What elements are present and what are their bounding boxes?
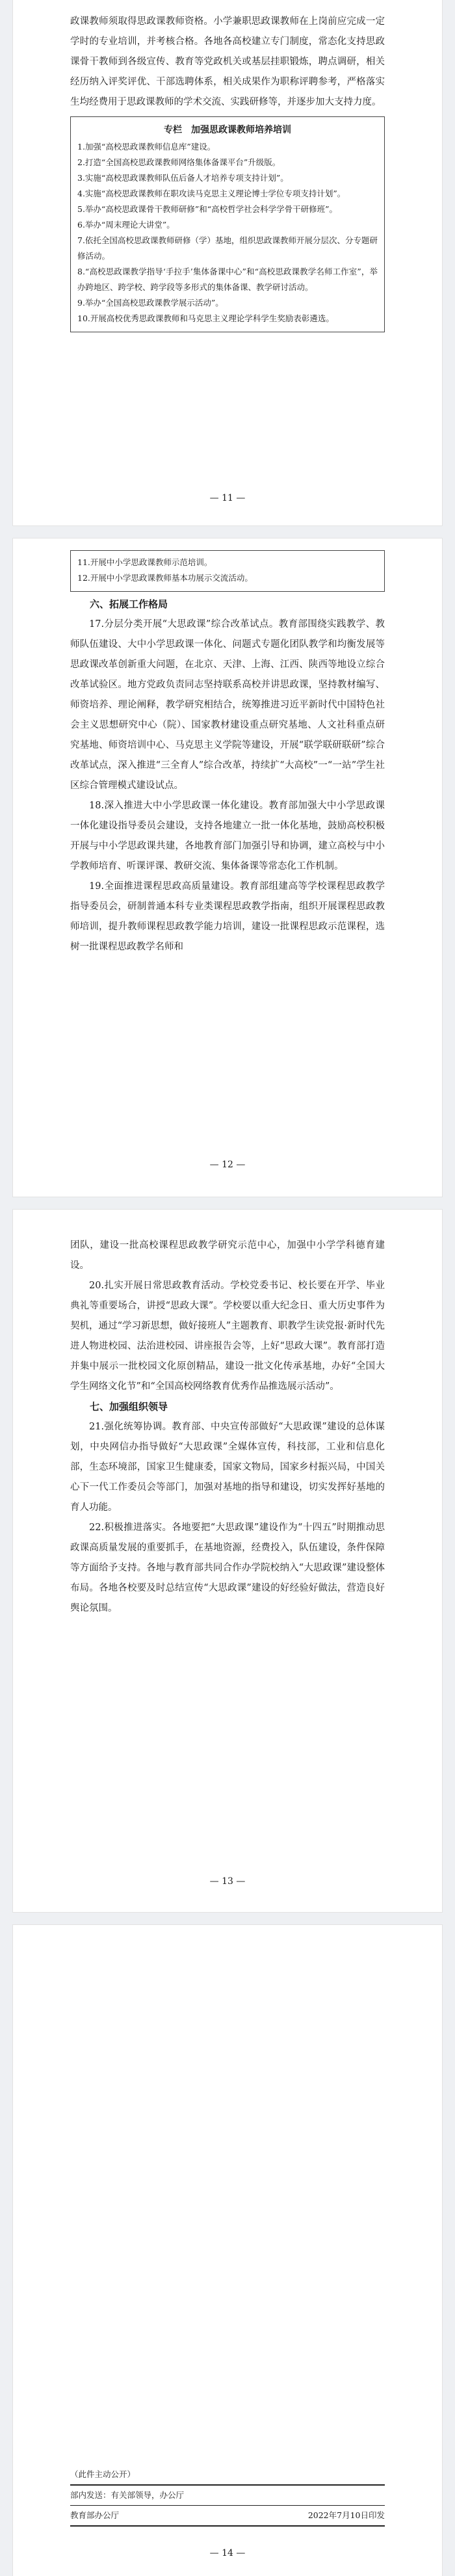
document-page-13 [13, 1210, 442, 1912]
document-page-12 [13, 538, 442, 1197]
issuer-line [70, 2506, 385, 2525]
open-note [70, 2465, 385, 2484]
paragraph-17: 17.分层分类开展“大思政课”综合改革试点。教育部围绕实践教学、教师队伍建设、大中小学思政课一体化、问题式专题化团队教学和均衡发展等思政课改革创新重大问题，在北京、天津、上海、江西、陕西等地设立综合改革试验区。地方党政负责同志坚持联系高校并讲思政课，坚持教材编写、师资培养、理论阐释，教学研究相结合，统筹推进习近平新时代中国特色社会主义思想研究中心（院）、国家教材建设重点研究基地、人文社科重点研究基地、师资培训中心、马克思主义学院等建设，开展“联学联研联研”综合改革试点，深入推进“三全育人”综合改革，持续扩“大高校”一“一站”学生社区综合管理模式建设试点。 [70, 619, 385, 791]
box-item: 5.举办“高校思政课骨干教师研修”和“高校哲学社会科学学骨干研修班”。 [77, 204, 337, 214]
box-item: 7.依托全国高校思政课教师研修（学）基地，组织思政课教师开展分层次、分专题研修活动。 [77, 235, 378, 261]
paragraph-19: 19.全面推进课程思政高质量建设。教育部组建高等学校课程思政教学指导委员会，研制普通本科专业类课程思政教学指南，组织开展课程思政教师培训，提升教师课程思政教学能力培训，建设一批课程思政示范课程，选树一批课程思政教学名师和 [70, 881, 385, 952]
section-heading-seven: 七、加强组织领导 [90, 1401, 168, 1413]
issue-date: 2022年7月10日印发 [307, 2510, 385, 2520]
page-number: — 13 — [209, 1876, 246, 1887]
paragraph-19-continued: 团队，建设一批高校课程思政教学研究示范中心，加强中小学学科德育建设。 [70, 1240, 385, 1271]
paragraph-18: 18.深入推进大中小学思政课一体化建设。教育部加强大中小学思政课一体化建设指导委员会建设，支持各地建立一批一体化基地，鼓励高校积极开展与中小学思政课共建，各地教育部门加强引导和协调，建立高校与中小学教师培育、听课评课、教研交流、集体备课等常态化工作机制。 [70, 801, 385, 871]
paragraph-21: 21.强化统筹协调。教育部、中央宣传部做好“大思政课”建设的总体谋划，中央网信办指导做好“大思政课”全媒体宣传，科技部，工业和信息化部，生态环境部，国家卫生健康委，国家文物局，国家乡村振兴局，中国关心下一代工作委员会等部门，加强对基地的指导和建设，切实发挥好基地的育人功能。 [70, 1422, 385, 1513]
footer-rule [70, 2525, 385, 2527]
cc-line [70, 2486, 385, 2505]
box-title: 专栏 加强思政课教师培养培训 [164, 125, 291, 135]
open-note-text: （此件主动公开） [70, 2469, 136, 2479]
cc-text: 部内发送：有关部领导，办公厅 [70, 2490, 185, 2500]
box-item: 8.“高校思政课教学指导‘手拉手’集体备课中心”和“高校思政课教学名师工作室”，举办跨地区、跨学校、跨学段等多形式的集体备课、教学研讨活动。 [77, 267, 378, 292]
box-item: 3.实施“高校思政课教师队伍后备人才培养专项支持计划”。 [77, 173, 289, 183]
box-item: 12.开展中小学思政课教师基本功展示交流活动。 [77, 573, 253, 583]
section-heading-six: 六、拓展工作格局 [90, 598, 168, 610]
document-page-14 [13, 1925, 442, 2576]
sidebar-box-continued [70, 550, 385, 592]
page-number: — 11 — [209, 493, 246, 503]
sidebar-box-teacher-training [70, 116, 385, 332]
box-item: 9.举办“全国高校思政课教学展示活动”。 [77, 298, 224, 308]
document-page-11 [13, 0, 442, 525]
page-number: — 12 — [209, 1160, 246, 1170]
box-item: 6.举办“周末理论大讲堂”。 [77, 220, 175, 230]
issuer: 教育部办公厅 [70, 2510, 120, 2520]
box-item: 10.开展高校优秀思政课教师和马克思主义理论学科学生奖励表彰遴选。 [77, 313, 334, 323]
box-item: 11.开展中小学思政课教师示范培训。 [77, 557, 213, 567]
page-number: — 14 — [209, 2548, 246, 2558]
paragraph-22: 22.积极推进落实。各地要把“大思政课”建设作为“十四五”时期推动思政课高质量发展的重要抓手，在基地资源，经费投入，队伍建设，条件保障等方面给予支持。各地与教育部共同合作办学院校纳入“大思政课”建设整体布局。各地各校要及时总结宣传“大思政课”建设的好经验好做法，营造良好舆论氛围。 [70, 1522, 385, 1613]
box-item: 4.实施“高校思政课教师在职攻读马克思主义理论博士学位专项支持计划”。 [77, 189, 346, 198]
box-item: 1.加强“高校思政课教师信息库”建设。 [77, 142, 216, 152]
document-footer [70, 2465, 385, 2527]
box-item: 2.打造“全国高校思政课教师网络集体备课平台”升级版。 [77, 157, 281, 167]
paragraph-20: 20.扎实开展日常思政教育活动。学校党委书记、校长要在开学、毕业典礼等重要场合，讲授“思政大课”。学校要以重大纪念日、重大历史事件为契机，通过“学习新思想，做好接班人”主题教育、职教学生读党报·新时代先进人物进校园、法治进校园、讲座报告会等，上好“思政大课”。教育部打造并集中展示一批校园文化原创精品，建设一批文化传承基地，办好“全国大学生网络文化节”和“全国高校网络教育优秀作品推选展示活动”。 [70, 1281, 385, 1392]
paragraph-teacher-qualification: 政课教师须取得思政课教师资格。小学兼职思政课教师在上岗前应完成一定学时的专业培训，并考核合格。各地各高校建立专门制度，常态化支持思政课骨干教师到各级宣传、教育等党政机关或基层挂职锻炼，聘点调研，相关经历纳入评奖评优、干部选聘体系，相关成果作为职称评聘参考，严格落实生均经费用于思政课教师的学术交流、实践研修等，并逐步加大支持力度。 [70, 16, 385, 107]
